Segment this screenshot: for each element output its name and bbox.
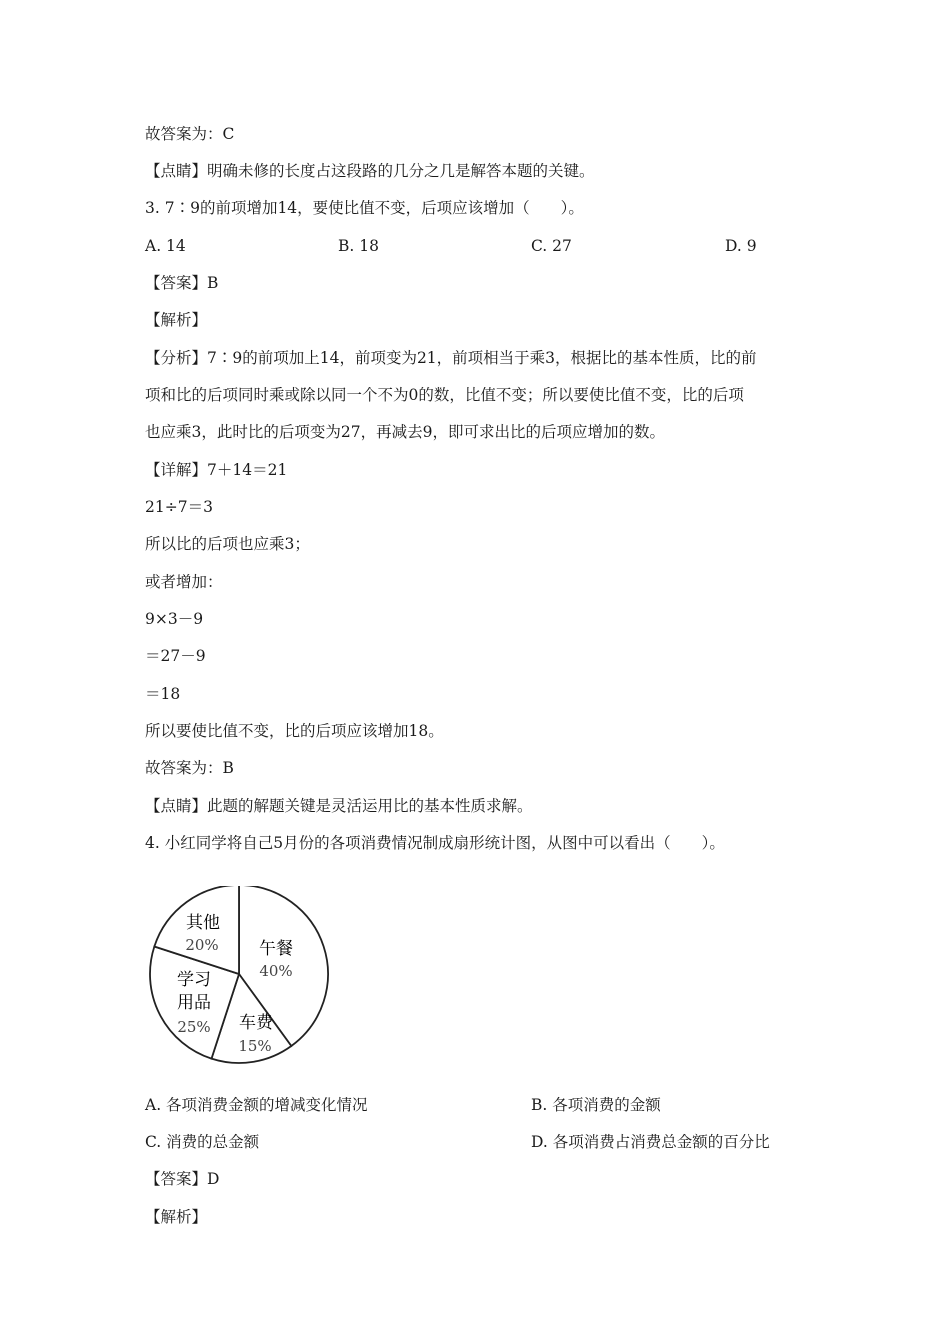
pie-chart [146, 886, 336, 1064]
q3-detail-line-2: 21÷7＝3 [145, 498, 213, 516]
q4-option-c: C. 消费的总金额 [145, 1133, 260, 1151]
q3-analysis-line-3: 也应乘3，此时比的后项变为27，再减去9，即可求出比的后项应增加的数。 [145, 423, 665, 441]
q3-detail-line-7: ＝18 [145, 685, 181, 703]
q3-detail-line-3: 所以比的后项也应乘3； [145, 535, 310, 553]
label-other-pct: 20% [185, 936, 219, 954]
label-lunch-name: 午餐 [259, 939, 293, 959]
q3-detail-line-5: 9×3－9 [145, 610, 204, 628]
q3-option-d: D. 9 [725, 237, 757, 255]
q3-comment: 【点睛】此题的解题关键是灵活运用比的基本性质求解。 [145, 797, 533, 815]
label-supplies-name-2: 用品 [177, 993, 211, 1013]
q3-option-c: C. 27 [531, 237, 572, 255]
q3-detail-line-1: 【详解】7＋14＝21 [145, 461, 288, 479]
q3-answer: 【答案】B [145, 274, 219, 292]
label-lunch-pct: 40% [259, 962, 293, 980]
q4-option-a: A. 各项消费金额的增减变化情况 [145, 1096, 368, 1114]
q3-detail-line-4: 或者增加： [145, 573, 223, 591]
label-fare-pct: 15% [238, 1037, 272, 1055]
q3-detail-line-8: 所以要使比值不变，比的后项应该增加18。 [145, 722, 444, 740]
q3-option-a: A. 14 [145, 237, 186, 255]
slice-label-supplies [177, 970, 211, 1036]
q3-analysis-line-1: 【分析】7∶9的前项加上14，前项变为21，前项相当于乘3，根据比的基本性质，比的前 [145, 349, 757, 367]
label-supplies-name-1: 学习 [177, 970, 211, 990]
q3-detail-line-9: 故答案为：B [145, 759, 234, 777]
q2-answer-line: 故答案为：C [145, 125, 235, 143]
q3-analysis-line-2: 项和比的后项同时乘或除以同一个不为0的数，比值不变；所以要使比值不变，比的后项 [145, 386, 744, 404]
q3-option-b: B. 18 [338, 237, 379, 255]
label-fare-name: 车费 [239, 1013, 273, 1033]
q4-analysis-label: 【解析】 [145, 1208, 208, 1226]
q4-answer: 【答案】D [145, 1170, 220, 1188]
q3-detail-line-6: ＝27－9 [145, 647, 206, 665]
q3-analysis-label: 【解析】 [145, 311, 208, 329]
q4-option-d: D. 各项消费占消费总金额的百分比 [531, 1133, 770, 1151]
label-other-name: 其他 [186, 913, 220, 933]
q4-option-b: B. 各项消费的金额 [531, 1096, 661, 1114]
label-supplies-pct: 25% [177, 1018, 211, 1036]
q3-stem: 3. 7∶9的前项增加14，要使比值不变，后项应该增加（ ）。 [145, 199, 584, 217]
q2-comment: 【点睛】明确未修的长度占这段路的几分之几是解答本题的关键。 [145, 162, 595, 180]
q4-stem: 4. 小红同学将自己5月份的各项消费情况制成扇形统计图，从图中可以看出（ ）。 [145, 834, 725, 852]
